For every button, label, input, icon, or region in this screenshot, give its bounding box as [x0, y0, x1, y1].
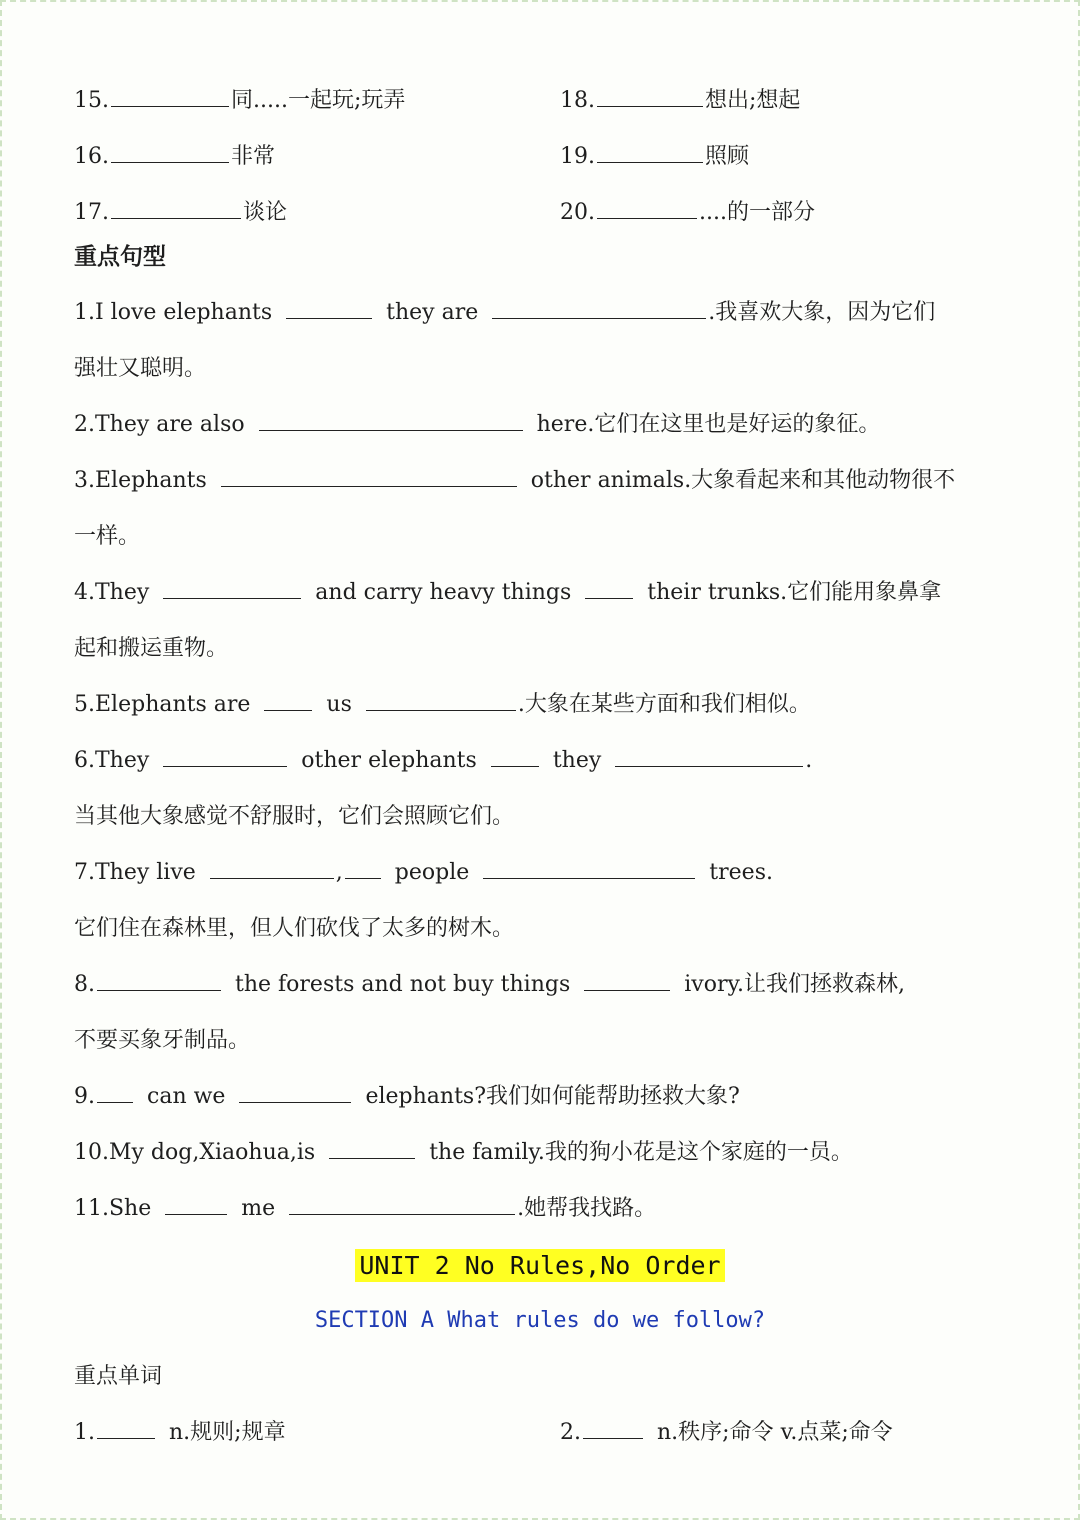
answer-blank[interactable] [286, 298, 372, 319]
answer-blank[interactable] [492, 298, 706, 319]
sentence-4: 4.They and carry heavy things their trunks.它们能用象鼻拿 [74, 580, 942, 605]
vocab-item-2: 2. n.秩序;命令 v.点菜;命令 [560, 1420, 893, 1445]
unit-title [2, 1246, 1078, 1286]
sentence-3-continued: 一样。 [74, 524, 141, 549]
sentence-10: 10.My dog,Xiaohua,is the family.我的狗小花是这个家庭的一员。 [74, 1140, 853, 1165]
unit-title-text: UNIT 2 No Rules,No Order [355, 1249, 724, 1282]
sentence-2: 2.They are also here.它们在这里也是好运的象征。 [74, 412, 881, 437]
answer-blank[interactable] [165, 1194, 227, 1215]
sentence-1: 1.I love elephants they are .我喜欢大象，因为它们 [74, 300, 936, 325]
sentence-1-continued: 强壮又聪明。 [74, 356, 207, 381]
answer-blank[interactable] [111, 86, 229, 107]
sentence-7: 7.They live , people trees. [74, 860, 773, 885]
vocab-item-18: 18. 想出;想起 [560, 88, 801, 113]
sentence-7-continued: 它们住在森林里，但人们砍伐了太多的树木。 [74, 916, 515, 941]
sentence-8: 8. the forests and not buy things ivory.让我们拯救森林, [74, 972, 905, 997]
answer-blank[interactable] [210, 858, 334, 879]
answer-blank[interactable] [97, 970, 221, 991]
section-title: SECTION A What rules do we follow? [314, 1308, 766, 1333]
vocab-item-1: 1. n.规则;规章 [74, 1420, 286, 1445]
vocab-item-20: 20. ....的一部分 [560, 200, 815, 225]
sentence-3: 3.Elephants other animals.大象看起来和其他动物很不 [74, 468, 956, 493]
sentence-11: 11.She me .她帮我找路。 [74, 1196, 657, 1221]
answer-blank[interactable] [366, 690, 516, 711]
sentence-6: 6.They other elephants they . [74, 748, 813, 773]
answer-blank[interactable] [289, 1194, 515, 1215]
answer-blank[interactable] [97, 1418, 155, 1439]
sentence-8-continued: 不要买象牙制品。 [74, 1028, 251, 1053]
sentence-9: 9. can we elephants?我们如何能帮助拯救大象? [74, 1084, 740, 1109]
sentence-4-continued: 起和搬运重物。 [74, 636, 229, 661]
sentences-heading: 重点句型 [74, 243, 166, 270]
vocab-heading: 重点单词 [74, 1364, 163, 1389]
vocab-item-16: 16. 非常 [74, 144, 276, 169]
vocab-item-17: 17. 谈论 [74, 200, 288, 225]
answer-blank[interactable] [163, 746, 287, 767]
answer-blank[interactable] [597, 142, 703, 163]
answer-blank[interactable] [163, 578, 301, 599]
answer-blank[interactable] [259, 410, 523, 431]
answer-blank[interactable] [221, 466, 517, 487]
vocab-item-19: 19. 照顾 [560, 144, 750, 169]
answer-blank[interactable] [491, 746, 539, 767]
answer-blank[interactable] [597, 198, 697, 219]
answer-blank[interactable] [345, 858, 381, 879]
sentence-6-continued: 当其他大象感觉不舒服时，它们会照顾它们。 [74, 804, 515, 829]
answer-blank[interactable] [583, 1418, 643, 1439]
answer-blank[interactable] [483, 858, 695, 879]
answer-blank[interactable] [111, 198, 241, 219]
sentence-5: 5.Elephants are us .大象在某些方面和我们相似。 [74, 692, 811, 717]
answer-blank[interactable] [597, 86, 703, 107]
answer-blank[interactable] [329, 1138, 415, 1159]
answer-blank[interactable] [97, 1082, 133, 1103]
answer-blank[interactable] [239, 1082, 351, 1103]
answer-blank[interactable] [264, 690, 312, 711]
answer-blank[interactable] [111, 142, 229, 163]
vocab-item-15: 15. 同.....一起玩;玩弄 [74, 88, 406, 113]
answer-blank[interactable] [585, 578, 633, 599]
answer-blank[interactable] [584, 970, 670, 991]
answer-blank[interactable] [615, 746, 803, 767]
